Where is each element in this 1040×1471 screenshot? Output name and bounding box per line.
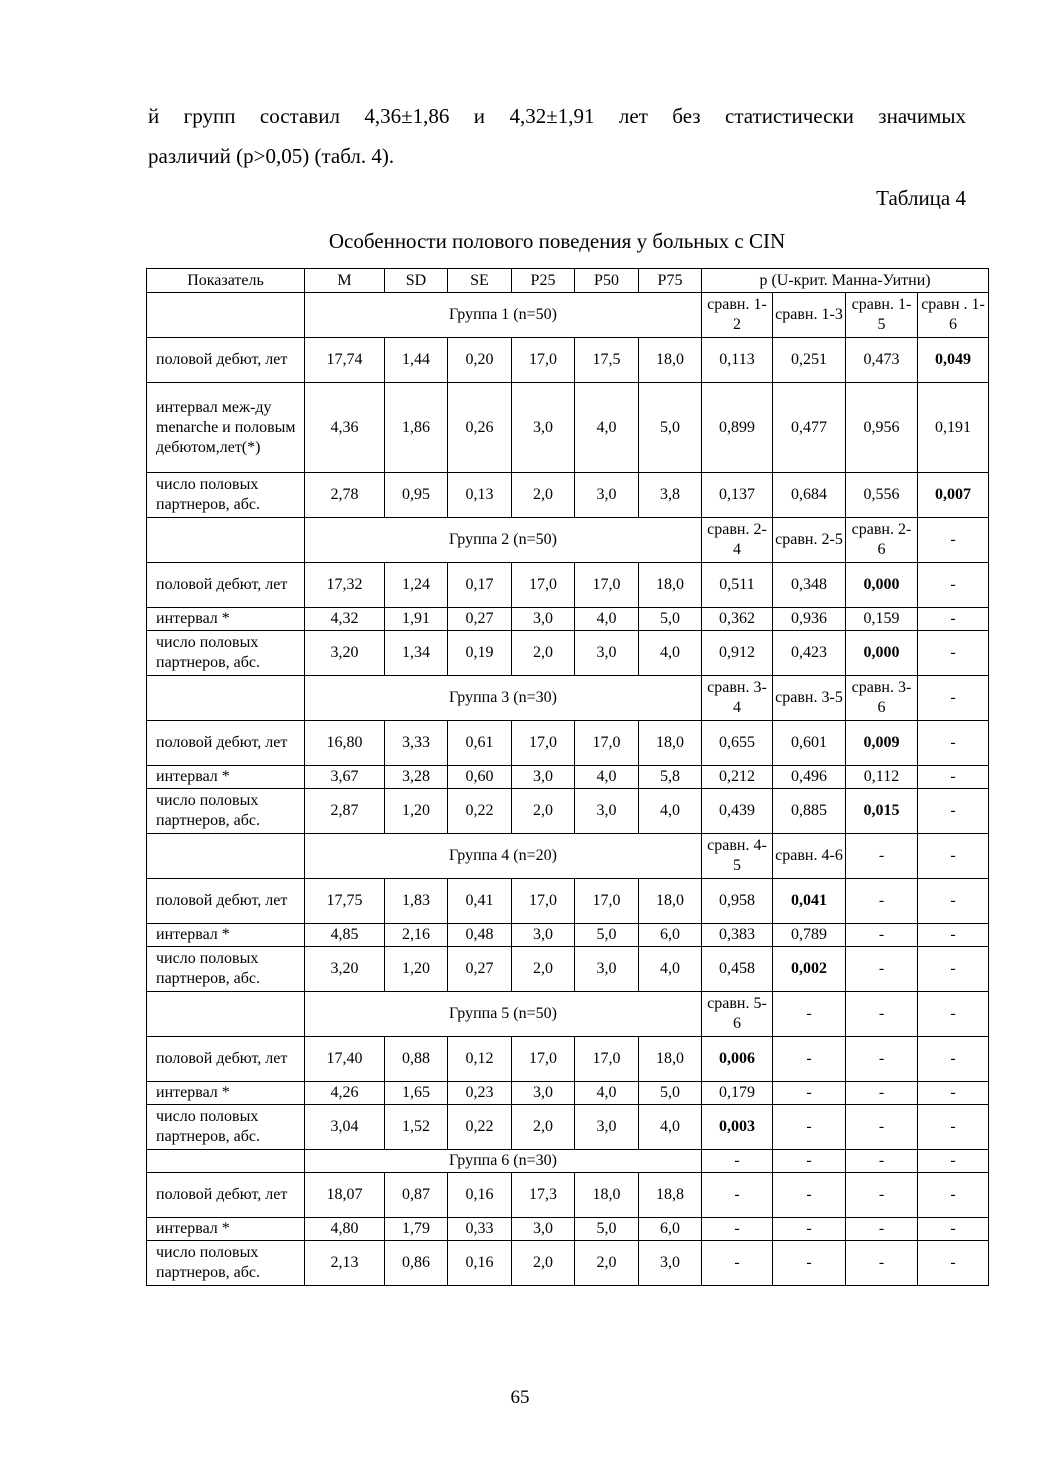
empty-cell xyxy=(147,518,305,563)
p-value-cell: 0,556 xyxy=(846,473,918,518)
group-title: Группа 5 (n=50) xyxy=(305,992,702,1037)
value-cell: 2,0 xyxy=(512,1105,575,1150)
p-value-cell: 0,655 xyxy=(702,721,773,766)
value-cell: 3,0 xyxy=(575,473,639,518)
paragraph-line-2: различий (p>0,05) (табл. 4). xyxy=(148,144,395,168)
value-cell: 0,27 xyxy=(448,608,512,631)
row-label: число половых партнеров, абс. xyxy=(147,947,305,992)
p-value-cell: - xyxy=(773,1173,846,1218)
p-value-cell: 0,899 xyxy=(702,383,773,473)
row-label: интервал * xyxy=(147,766,305,789)
value-cell: 3,28 xyxy=(385,766,448,789)
table-row xyxy=(147,947,989,992)
empty-cell xyxy=(147,676,305,721)
p-value-cell: - xyxy=(918,608,989,631)
value-cell: 4,0 xyxy=(639,947,702,992)
p-value-cell: - xyxy=(918,721,989,766)
p-value-cell: 0,179 xyxy=(702,1082,773,1105)
comparison-label: - xyxy=(846,992,918,1037)
value-cell: 1,86 xyxy=(385,383,448,473)
value-cell: 3,0 xyxy=(575,789,639,834)
comparison-label: сравн. 2-4 xyxy=(702,518,773,563)
comparison-label: - xyxy=(773,1150,846,1173)
table-row xyxy=(147,563,989,608)
row-label: число половых партнеров, абс. xyxy=(147,789,305,834)
table-row xyxy=(147,1105,989,1150)
value-cell: 0,60 xyxy=(448,766,512,789)
p-value-cell: - xyxy=(918,789,989,834)
table-row xyxy=(147,1241,989,1286)
value-cell: 18,0 xyxy=(639,721,702,766)
value-cell: 0,86 xyxy=(385,1241,448,1286)
value-cell: 0,16 xyxy=(448,1241,512,1286)
group-header-row xyxy=(147,834,989,879)
p-value-cell: 0,191 xyxy=(918,383,989,473)
value-cell: 17,74 xyxy=(305,338,385,383)
p-value-cell: 0,000 xyxy=(846,563,918,608)
comparison-label: сравн. 1-3 xyxy=(773,293,846,338)
group-title: Группа 1 (n=50) xyxy=(305,293,702,338)
p-value-cell: 0,362 xyxy=(702,608,773,631)
value-cell: 5,0 xyxy=(575,924,639,947)
p-value-cell: 0,000 xyxy=(846,631,918,676)
p-value-cell: 0,137 xyxy=(702,473,773,518)
value-cell: 4,85 xyxy=(305,924,385,947)
header-cell: P50 xyxy=(575,269,639,293)
value-cell: 3,0 xyxy=(512,383,575,473)
p-value-cell: 0,601 xyxy=(773,721,846,766)
value-cell: 0,33 xyxy=(448,1218,512,1241)
value-cell: 3,0 xyxy=(512,924,575,947)
row-label: половой дебют, лет xyxy=(147,879,305,924)
value-cell: 4,80 xyxy=(305,1218,385,1241)
header-cell: Показатель xyxy=(147,269,305,293)
value-cell: 4,0 xyxy=(639,789,702,834)
value-cell: 4,0 xyxy=(575,608,639,631)
table-row xyxy=(147,789,989,834)
p-value-cell: - xyxy=(846,1218,918,1241)
comparison-label: - xyxy=(846,834,918,879)
value-cell: 3,20 xyxy=(305,631,385,676)
value-cell: 2,78 xyxy=(305,473,385,518)
p-value-cell: - xyxy=(918,1082,989,1105)
value-cell: 1,65 xyxy=(385,1082,448,1105)
p-value-cell: - xyxy=(773,1105,846,1150)
header-cell: SD xyxy=(385,269,448,293)
p-value-cell: 0,458 xyxy=(702,947,773,992)
row-label: интервал меж-ду menarche и половым дебютом,лет(*) xyxy=(147,383,305,473)
p-value-cell: - xyxy=(846,1241,918,1286)
value-cell: 3,0 xyxy=(575,631,639,676)
p-value-cell: - xyxy=(918,924,989,947)
value-cell: 5,0 xyxy=(639,383,702,473)
value-cell: 0,41 xyxy=(448,879,512,924)
row-label: половой дебют, лет xyxy=(147,1037,305,1082)
table-row xyxy=(147,1037,989,1082)
comparison-label: сравн. 2-6 xyxy=(846,518,918,563)
value-cell: 3,8 xyxy=(639,473,702,518)
value-cell: 2,0 xyxy=(512,1241,575,1286)
value-cell: 2,0 xyxy=(575,1241,639,1286)
p-value-cell: 0,885 xyxy=(773,789,846,834)
p-value-cell: 0,423 xyxy=(773,631,846,676)
p-value-cell: 0,003 xyxy=(702,1105,773,1150)
value-cell: 1,20 xyxy=(385,947,448,992)
p-value-cell: - xyxy=(846,879,918,924)
table-row xyxy=(147,766,989,789)
p-value-cell: 0,956 xyxy=(846,383,918,473)
row-label: число половых партнеров, абс. xyxy=(147,1105,305,1150)
group-title: Группа 4 (n=20) xyxy=(305,834,702,879)
p-value-cell: - xyxy=(918,1105,989,1150)
value-cell: 3,67 xyxy=(305,766,385,789)
value-cell: 0,26 xyxy=(448,383,512,473)
comparison-label: - xyxy=(846,1150,918,1173)
value-cell: 0,13 xyxy=(448,473,512,518)
p-value-cell: - xyxy=(918,947,989,992)
value-cell: 1,91 xyxy=(385,608,448,631)
value-cell: 17,32 xyxy=(305,563,385,608)
table-row xyxy=(147,1082,989,1105)
p-value-cell: - xyxy=(846,947,918,992)
value-cell: 4,36 xyxy=(305,383,385,473)
value-cell: 0,23 xyxy=(448,1082,512,1105)
table-row xyxy=(147,383,989,473)
value-cell: 1,24 xyxy=(385,563,448,608)
value-cell: 4,26 xyxy=(305,1082,385,1105)
p-value-cell: - xyxy=(773,1037,846,1082)
p-value-cell: - xyxy=(918,766,989,789)
p-value-cell: 0,383 xyxy=(702,924,773,947)
p-value-cell: 0,113 xyxy=(702,338,773,383)
p-value-cell: 0,348 xyxy=(773,563,846,608)
value-cell: 0,48 xyxy=(448,924,512,947)
group-header-row xyxy=(147,518,989,563)
p-value-cell: - xyxy=(918,1241,989,1286)
value-cell: 0,16 xyxy=(448,1173,512,1218)
p-value-cell: - xyxy=(773,1218,846,1241)
value-cell: 1,52 xyxy=(385,1105,448,1150)
table-header-row xyxy=(147,269,989,293)
p-value-cell: - xyxy=(918,1218,989,1241)
p-value-cell: 0,511 xyxy=(702,563,773,608)
value-cell: 17,0 xyxy=(575,879,639,924)
value-cell: 0,87 xyxy=(385,1173,448,1218)
value-cell: 3,20 xyxy=(305,947,385,992)
value-cell: 1,34 xyxy=(385,631,448,676)
table-row xyxy=(147,473,989,518)
empty-cell xyxy=(147,834,305,879)
value-cell: 6,0 xyxy=(639,1218,702,1241)
comparison-label: - xyxy=(918,676,989,721)
p-value-cell: 0,684 xyxy=(773,473,846,518)
value-cell: 0,27 xyxy=(448,947,512,992)
value-cell: 17,40 xyxy=(305,1037,385,1082)
row-label: число половых партнеров, абс. xyxy=(147,1241,305,1286)
comparison-label: - xyxy=(918,992,989,1037)
value-cell: 2,13 xyxy=(305,1241,385,1286)
value-cell: 0,19 xyxy=(448,631,512,676)
page-number: 65 xyxy=(510,1387,530,1408)
row-label: интервал * xyxy=(147,1218,305,1241)
p-value-cell: - xyxy=(846,1173,918,1218)
group-title: Группа 6 (n=30) xyxy=(305,1150,702,1173)
p-value-cell: 0,936 xyxy=(773,608,846,631)
p-value-cell: - xyxy=(846,1037,918,1082)
comparison-label: сравн. 1-5 xyxy=(846,293,918,338)
value-cell: 18,8 xyxy=(639,1173,702,1218)
p-value-cell: 0,496 xyxy=(773,766,846,789)
header-cell: M xyxy=(305,269,385,293)
comparison-label: сравн. 2-5 xyxy=(773,518,846,563)
table-row xyxy=(147,1218,989,1241)
value-cell: 1,44 xyxy=(385,338,448,383)
value-cell: 18,0 xyxy=(575,1173,639,1218)
value-cell: 0,88 xyxy=(385,1037,448,1082)
empty-cell xyxy=(147,1150,305,1173)
comparison-label: - xyxy=(773,992,846,1037)
row-label: интервал * xyxy=(147,924,305,947)
comparison-label: сравн. 3-5 xyxy=(773,676,846,721)
group-header-row xyxy=(147,992,989,1037)
value-cell: 5,0 xyxy=(639,1082,702,1105)
value-cell: 4,0 xyxy=(639,631,702,676)
comparison-label: сравн. 4-6 xyxy=(773,834,846,879)
value-cell: 0,20 xyxy=(448,338,512,383)
value-cell: 5,8 xyxy=(639,766,702,789)
p-value-cell: 0,789 xyxy=(773,924,846,947)
value-cell: 16,80 xyxy=(305,721,385,766)
value-cell: 0,17 xyxy=(448,563,512,608)
header-cell: P75 xyxy=(639,269,702,293)
paragraph-line-1: й групп составил 4,36±1,86 и 4,32±1,91 лет без статистически значимых xyxy=(148,104,966,128)
value-cell: 4,0 xyxy=(575,766,639,789)
table-row xyxy=(147,924,989,947)
group-header-row xyxy=(147,676,989,721)
p-value-cell: - xyxy=(918,631,989,676)
value-cell: 17,0 xyxy=(575,721,639,766)
value-cell: 18,07 xyxy=(305,1173,385,1218)
row-label: половой дебют, лет xyxy=(147,721,305,766)
value-cell: 4,0 xyxy=(575,1082,639,1105)
value-cell: 0,22 xyxy=(448,789,512,834)
p-value-cell: 0,006 xyxy=(702,1037,773,1082)
row-label: половой дебют, лет xyxy=(147,1173,305,1218)
p-value-cell: 0,473 xyxy=(846,338,918,383)
p-value-cell: - xyxy=(846,924,918,947)
comparison-label: сравн. 5-6 xyxy=(702,992,773,1037)
p-value-cell: 0,159 xyxy=(846,608,918,631)
comparison-label: - xyxy=(702,1150,773,1173)
row-label: число половых партнеров, абс. xyxy=(147,631,305,676)
value-cell: 3,33 xyxy=(385,721,448,766)
p-value-cell: 0,912 xyxy=(702,631,773,676)
p-value-cell: - xyxy=(918,1037,989,1082)
value-cell: 17,0 xyxy=(512,721,575,766)
p-value-cell: 0,439 xyxy=(702,789,773,834)
p-value-cell: - xyxy=(773,1241,846,1286)
p-value-cell: - xyxy=(918,879,989,924)
value-cell: 2,0 xyxy=(512,631,575,676)
comparison-label: - xyxy=(918,518,989,563)
p-value-cell: - xyxy=(702,1173,773,1218)
body-paragraph xyxy=(148,96,966,176)
value-cell: 1,20 xyxy=(385,789,448,834)
header-cell: SE xyxy=(448,269,512,293)
header-cell: P25 xyxy=(512,269,575,293)
comparison-label: - xyxy=(918,834,989,879)
value-cell: 0,12 xyxy=(448,1037,512,1082)
row-label: половой дебют, лет xyxy=(147,563,305,608)
value-cell: 17,0 xyxy=(512,1037,575,1082)
p-value-cell: - xyxy=(918,563,989,608)
p-value-cell: 0,112 xyxy=(846,766,918,789)
table-row xyxy=(147,721,989,766)
p-value-cell: 0,212 xyxy=(702,766,773,789)
value-cell: 2,16 xyxy=(385,924,448,947)
value-cell: 4,32 xyxy=(305,608,385,631)
value-cell: 18,0 xyxy=(639,1037,702,1082)
value-cell: 3,0 xyxy=(512,1082,575,1105)
value-cell: 2,0 xyxy=(512,947,575,992)
value-cell: 6,0 xyxy=(639,924,702,947)
value-cell: 0,61 xyxy=(448,721,512,766)
comparison-label: сравн. 1-2 xyxy=(702,293,773,338)
table-row xyxy=(147,338,989,383)
p-value-cell: 0,009 xyxy=(846,721,918,766)
value-cell: 3,0 xyxy=(512,766,575,789)
table-title: Особенности полового поведения у больных с CIN xyxy=(328,229,786,253)
p-value-cell: - xyxy=(702,1241,773,1286)
p-value-cell: 0,958 xyxy=(702,879,773,924)
data-table xyxy=(146,268,989,1286)
comparison-label: сравн. 4-5 xyxy=(702,834,773,879)
p-value-cell: - xyxy=(846,1082,918,1105)
value-cell: 1,83 xyxy=(385,879,448,924)
p-value-cell: 0,049 xyxy=(918,338,989,383)
row-label: интервал * xyxy=(147,1082,305,1105)
value-cell: 5,0 xyxy=(639,608,702,631)
value-cell: 18,0 xyxy=(639,338,702,383)
group-title: Группа 3 (n=30) xyxy=(305,676,702,721)
value-cell: 3,0 xyxy=(512,1218,575,1241)
value-cell: 2,0 xyxy=(512,789,575,834)
p-value-cell: - xyxy=(702,1218,773,1241)
table-row xyxy=(147,608,989,631)
table-row xyxy=(147,879,989,924)
value-cell: 17,0 xyxy=(512,879,575,924)
p-value-cell: 0,007 xyxy=(918,473,989,518)
header-cell: p (U-крит. Манна-Уитни) xyxy=(702,269,989,293)
value-cell: 3,0 xyxy=(575,947,639,992)
group-header-row xyxy=(147,293,989,338)
value-cell: 17,0 xyxy=(575,1037,639,1082)
value-cell: 4,0 xyxy=(575,383,639,473)
p-value-cell: 0,477 xyxy=(773,383,846,473)
empty-cell xyxy=(147,992,305,1037)
value-cell: 0,22 xyxy=(448,1105,512,1150)
p-value-cell: - xyxy=(846,1105,918,1150)
p-value-cell: 0,041 xyxy=(773,879,846,924)
value-cell: 3,0 xyxy=(512,608,575,631)
value-cell: 18,0 xyxy=(639,563,702,608)
value-cell: 17,5 xyxy=(575,338,639,383)
comparison-label: сравн. 3-6 xyxy=(846,676,918,721)
table-number: Таблица 4 xyxy=(876,186,966,210)
value-cell: 4,0 xyxy=(639,1105,702,1150)
value-cell: 3,04 xyxy=(305,1105,385,1150)
value-cell: 0,95 xyxy=(385,473,448,518)
value-cell: 18,0 xyxy=(639,879,702,924)
value-cell: 2,87 xyxy=(305,789,385,834)
p-value-cell: - xyxy=(918,1173,989,1218)
row-label: число половых партнеров, абс. xyxy=(147,473,305,518)
value-cell: 3,0 xyxy=(639,1241,702,1286)
p-value-cell: 0,002 xyxy=(773,947,846,992)
comparison-label: сравн . 1-6 xyxy=(918,293,989,338)
comparison-label: сравн. 3-4 xyxy=(702,676,773,721)
empty-cell xyxy=(147,293,305,338)
row-label: половой дебют, лет xyxy=(147,338,305,383)
group-title: Группа 2 (n=50) xyxy=(305,518,702,563)
value-cell: 3,0 xyxy=(575,1105,639,1150)
p-value-cell: 0,251 xyxy=(773,338,846,383)
p-value-cell: - xyxy=(773,1082,846,1105)
row-label: интервал * xyxy=(147,608,305,631)
value-cell: 17,0 xyxy=(575,563,639,608)
table-row xyxy=(147,1173,989,1218)
group-header-row xyxy=(147,1150,989,1173)
value-cell: 5,0 xyxy=(575,1218,639,1241)
value-cell: 17,0 xyxy=(512,563,575,608)
value-cell: 2,0 xyxy=(512,473,575,518)
value-cell: 17,0 xyxy=(512,338,575,383)
p-value-cell: 0,015 xyxy=(846,789,918,834)
table-row xyxy=(147,631,989,676)
value-cell: 17,3 xyxy=(512,1173,575,1218)
value-cell: 17,75 xyxy=(305,879,385,924)
comparison-label: - xyxy=(918,1150,989,1173)
value-cell: 1,79 xyxy=(385,1218,448,1241)
